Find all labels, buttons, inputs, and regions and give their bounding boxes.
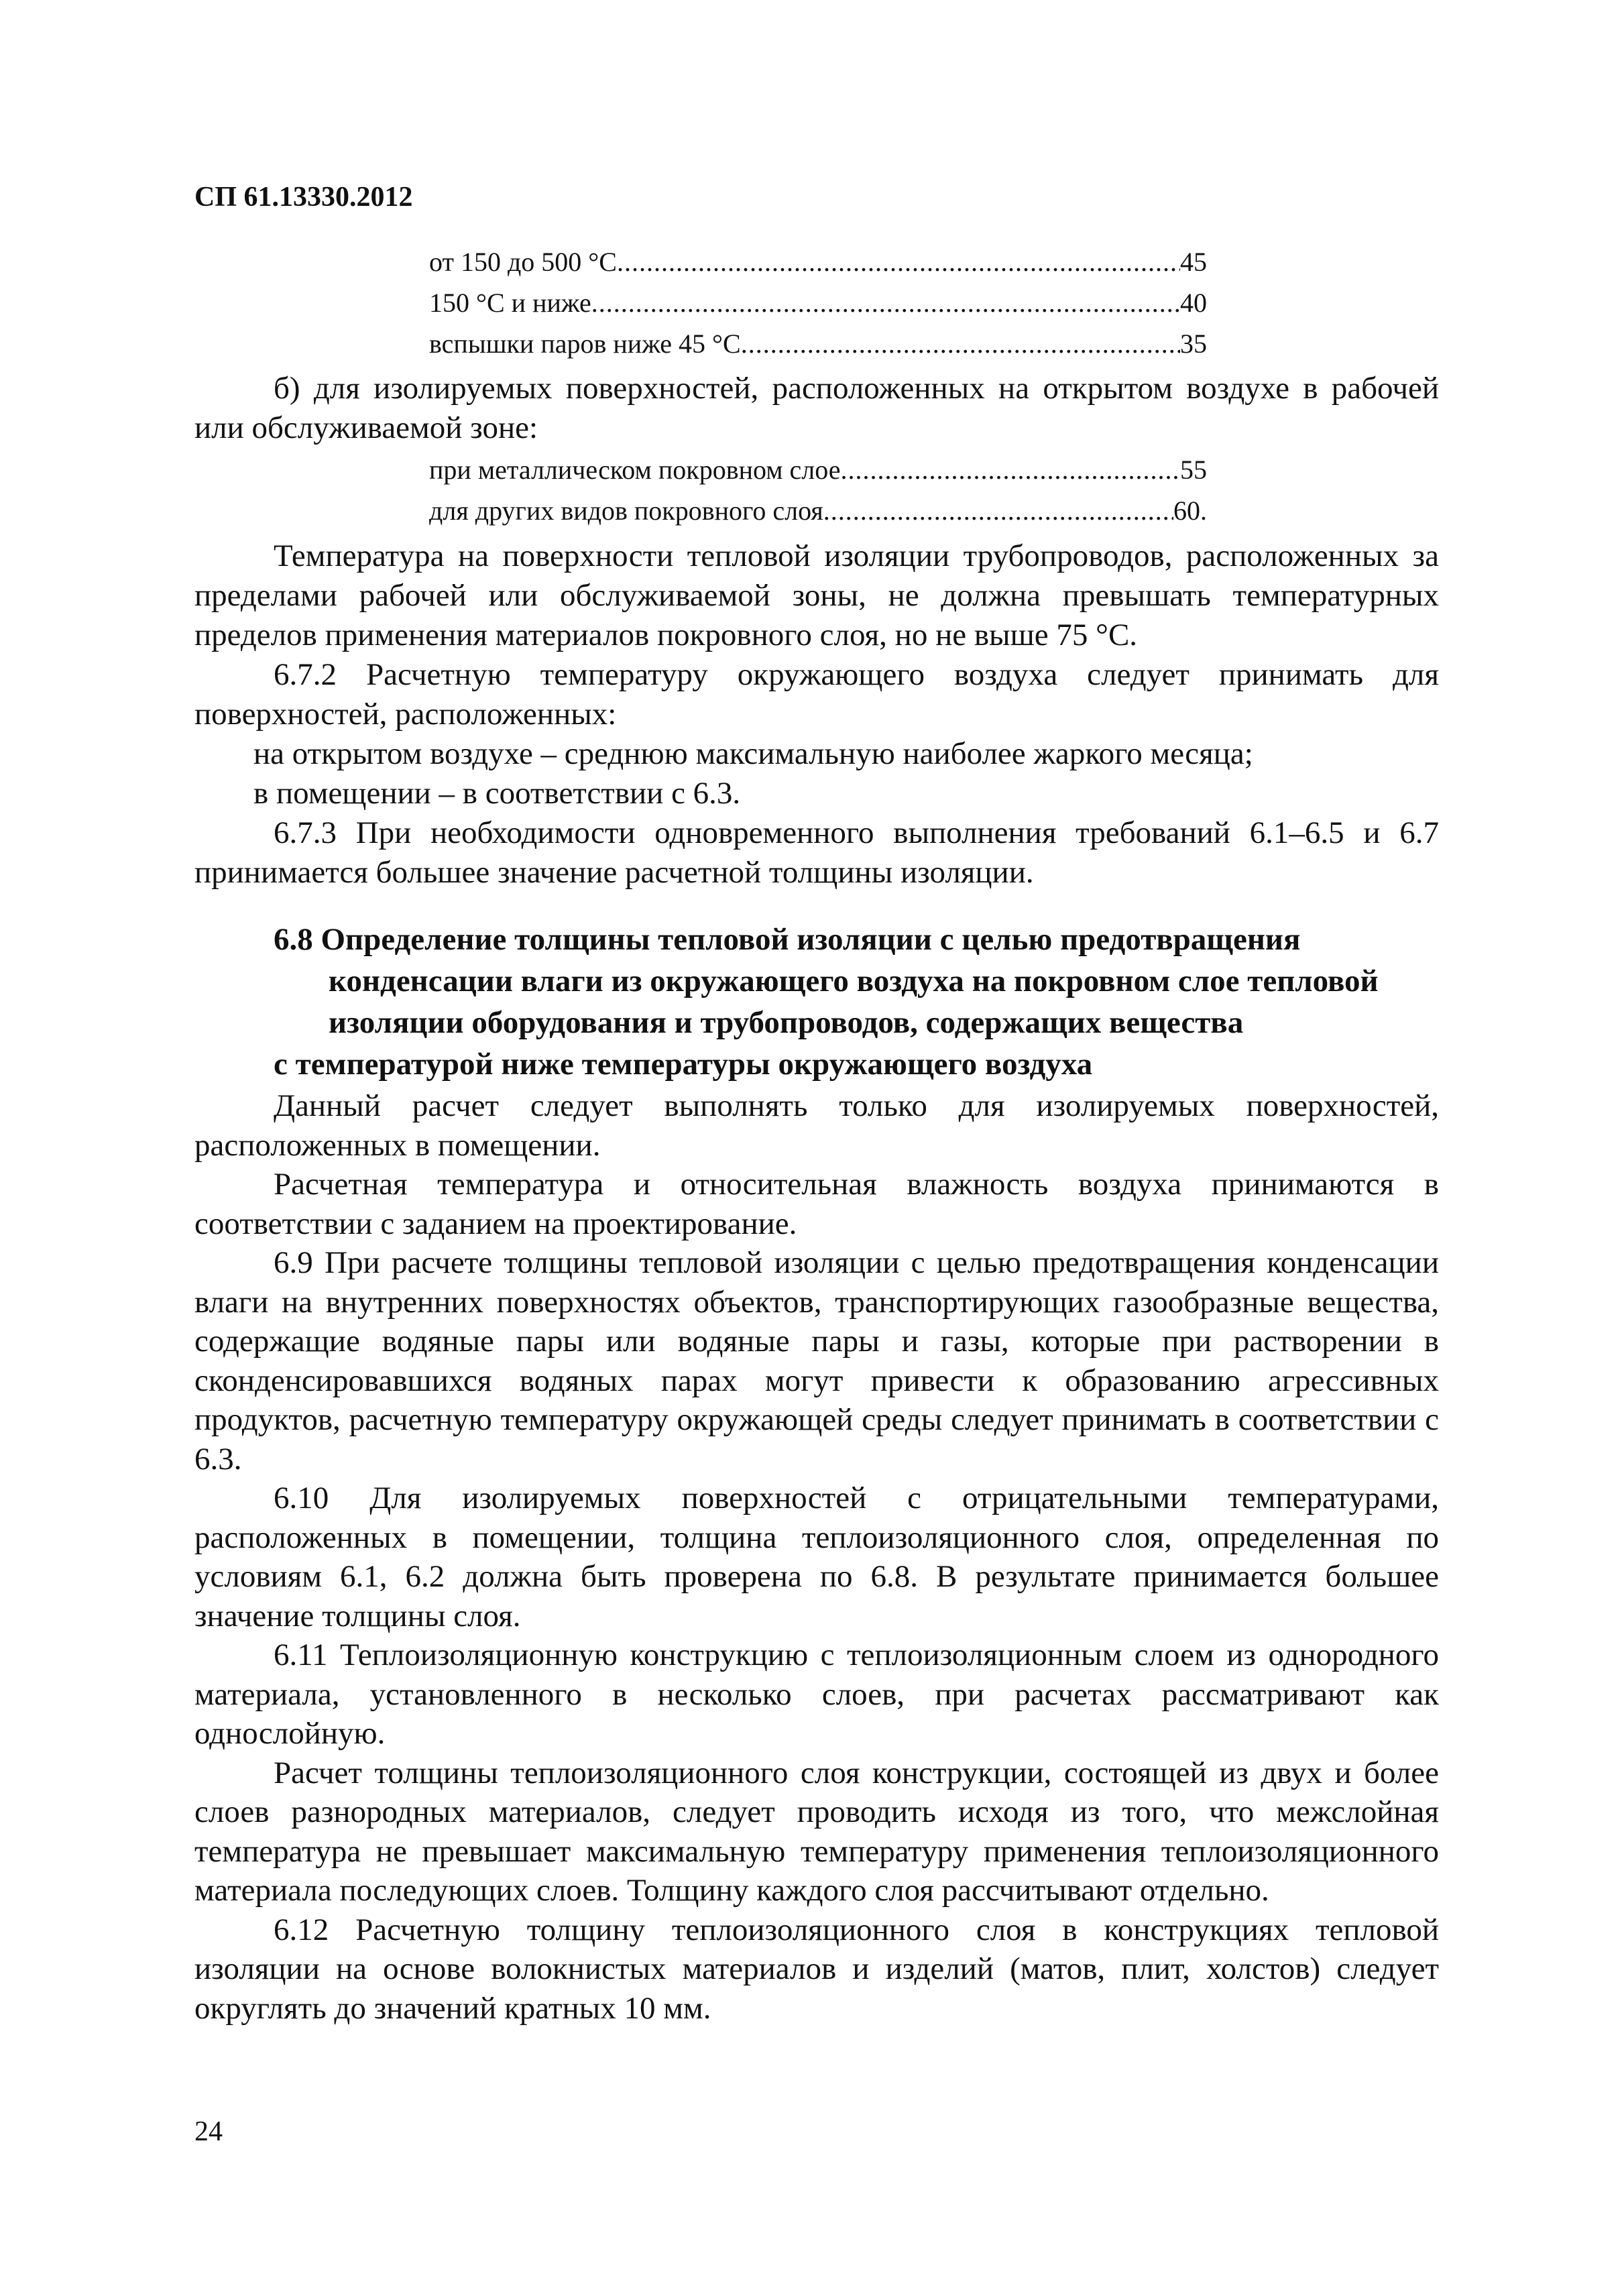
- list-item: [429, 449, 1207, 490]
- document-code: СП 61.13330.2012: [194, 182, 413, 213]
- paragraph-6-7-3: 6.7.3 При необходимости одновременного выполнения требований 6.1–6.5 и 6.7 принимается большее значение расчетной толщины изоляции.: [194, 815, 1439, 890]
- list-item-value: 60.: [1173, 496, 1207, 526]
- paragraph: Расчетная температура и относительная влажность воздуха принимаются в соответствии с заданием на проектирование.: [194, 1167, 1439, 1241]
- temperature-list-b: [429, 449, 1207, 531]
- page-number: 24: [194, 2116, 223, 2147]
- section-6-7-text: [194, 536, 1439, 893]
- paragraph: в помещении – в соответствии с 6.3.: [253, 776, 741, 811]
- leader-dots: [741, 323, 1180, 364]
- list-item-label: для других видов покровного слоя: [429, 496, 823, 526]
- list-item-label: 150 °С и ниже: [429, 288, 591, 318]
- list-item: [429, 241, 1207, 282]
- list-item-value: 45: [1180, 247, 1207, 277]
- paragraph-6-9: 6.9 При расчете толщины тепловой изоляции с целью предотвращения конденсации влаги на внутренних поверхностях объектов, транспортирующих газообразные вещества, содержащие водяные пары или водяные пары и газы, которые при растворении в сконденсировавшихся водяных парах могут привести к образованию агрессивных продуктов, расчетную температуру окружающей среды следует принимать в соответствии с 6.3.: [194, 1245, 1439, 1477]
- leader-dots: [841, 449, 1181, 490]
- temperature-list-a: [429, 241, 1207, 364]
- list-item-label: вспышки паров ниже 45 °С: [429, 329, 741, 359]
- section-heading-6-8: [274, 919, 1454, 1085]
- paragraph-6-7-2: 6.7.2 Расчетную температуру окружающего воздуха следует принимать для поверхностей, расположенных:: [194, 657, 1439, 732]
- leader-dots: [617, 241, 1180, 282]
- list-item: [429, 490, 1207, 531]
- heading-line: с температурой ниже температуры окружающего воздуха: [274, 1047, 1093, 1082]
- list-item-label: от 150 до 500 °С: [429, 247, 617, 277]
- heading-line: 6.8 Определение толщины тепловой изоляции с целью предотвращения: [274, 922, 1301, 957]
- list-item-label: при металлическом покровном слое: [429, 455, 841, 485]
- paragraph: на открытом воздухе – среднюю максимальную наиболее жаркого месяца;: [253, 736, 1253, 771]
- heading-line: конденсации влаги из окружающего воздуха на покровном слое тепловой: [329, 964, 1379, 998]
- list-item-value: 40: [1180, 288, 1207, 318]
- paragraph-b: б) для изолируемых поверхностей, расположенных на открытом воздухе в рабочей или обслуживаемой зоне:: [194, 371, 1439, 445]
- heading-line: изоляции оборудования и трубопроводов, содержащих вещества: [329, 1005, 1244, 1040]
- paragraph: Расчет толщины теплоизоляционного слоя конструкции, состоящей из двух и более слоев разнородных материалов, следует проводить исходя из того, что межслойная температура не превышает максимальную температуру применения теплоизоляционного материала последующих слоев. Толщину каждого слоя рассчитывают отдельно.: [194, 1755, 1439, 1908]
- paragraph-6-11: 6.11 Теплоизоляционную конструкцию с теплоизоляционным слоем из однородного материала, установленного в несколько слоев, при расчетах рассматривают как однослойную.: [194, 1638, 1439, 1751]
- list-item-value: 35: [1180, 329, 1207, 359]
- paragraph-6-12: 6.12 Расчетную толщину теплоизоляционного слоя в конструкциях тепловой изоляции на основе волокнистых материалов и изделий (матов, плит, холстов) следует округлять до значений кратных 10 мм.: [194, 1912, 1439, 2026]
- leader-dots: [591, 282, 1180, 323]
- section-6-8-text: [194, 1086, 1439, 2028]
- paragraph: Температура на поверхности тепловой изоляции трубопроводов, расположенных за пределами рабочей или обслуживаемой зоны, не должна превышать температурных пределов применения материалов покровного слоя, но не выше 75 °С.: [194, 538, 1439, 652]
- list-item-value: 55: [1180, 455, 1207, 485]
- paragraph-b-block: [194, 369, 1439, 448]
- paragraph-6-10: 6.10 Для изолируемых поверхностей с отрицательными температурами, расположенных в помещении, толщина теплоизоляционного слоя, определенная по условиям 6.1, 6.2 должна быть проверена по 6.8. В результате принимается большее значение толщины слоя.: [194, 1481, 1439, 1633]
- leader-dots: [823, 490, 1173, 531]
- list-item: [429, 323, 1207, 364]
- paragraph: Данный расчет следует выполнять только для изолируемых поверхностей, расположенных в помещении.: [194, 1088, 1439, 1163]
- list-item: [429, 282, 1207, 323]
